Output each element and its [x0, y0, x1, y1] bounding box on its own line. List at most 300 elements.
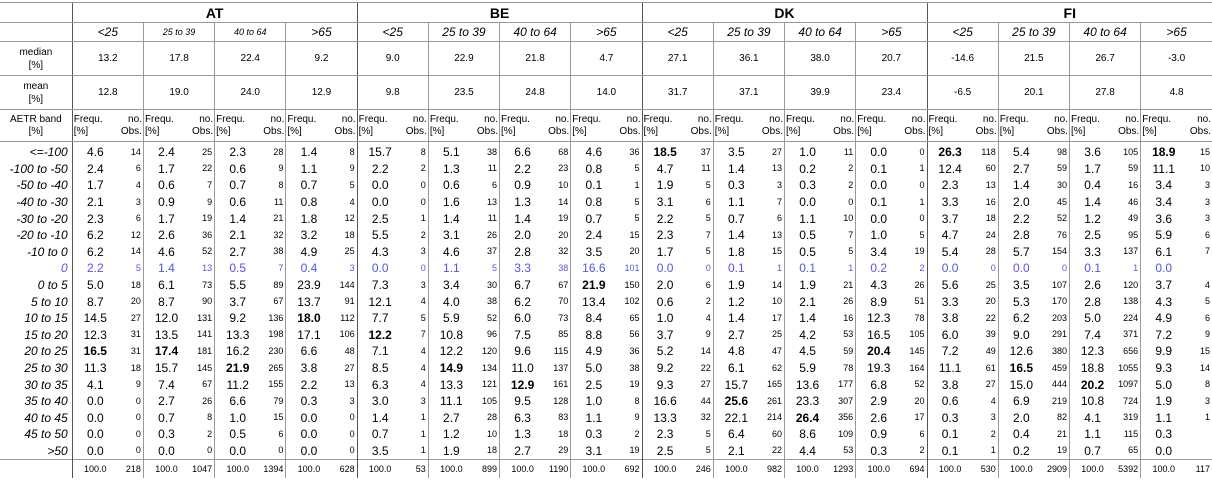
obs-value: 3	[990, 412, 996, 423]
table-row	[0, 194, 1212, 211]
obs-value: 137	[1123, 246, 1139, 257]
obs-value: 0	[278, 445, 284, 456]
freq-value	[286, 210, 332, 227]
obs-value: 307	[838, 395, 854, 406]
freq-value-text: 17.4	[154, 344, 179, 359]
freq-value	[856, 376, 902, 393]
obs-value: 101	[624, 262, 640, 273]
age-group-header: >65	[1141, 23, 1212, 42]
freq-value-text: 4.1	[86, 377, 104, 392]
freq-value-text: 13.4	[582, 294, 606, 309]
freq-value-text: 0.1	[941, 443, 959, 458]
band-label: 15 to 20	[24, 327, 68, 342]
mean-value: 23.5	[428, 76, 499, 110]
freq-value-text: 10.8	[1080, 394, 1105, 409]
freq-value	[1141, 310, 1187, 327]
freq-value	[428, 142, 474, 161]
obs-value: 25	[771, 329, 782, 340]
freq-value-text: 1.8	[300, 211, 318, 226]
freq-value-text: 3.8	[941, 311, 959, 326]
mean-row	[0, 76, 1212, 110]
no-header: no.	[341, 113, 356, 125]
obs-value: 9	[135, 379, 141, 390]
obs-header: Obs.	[1046, 125, 1068, 137]
obs-value: 7	[278, 262, 284, 273]
freq-value-text: 17.1	[297, 327, 321, 342]
freq-obs-header	[642, 110, 713, 142]
band-label: <=-100	[29, 145, 68, 160]
obs-value: 44	[700, 395, 711, 406]
obs-value: 1	[420, 412, 426, 423]
obs-value: 61	[985, 362, 996, 373]
freq-value-text: 3.4	[1155, 195, 1173, 210]
freq-value	[998, 210, 1044, 227]
obs-value: 20	[914, 395, 925, 406]
freq-value-text: 0.0	[86, 410, 104, 425]
freq-unit-header: [%]	[358, 125, 374, 137]
total-freq: 100.0	[713, 460, 759, 479]
obs-header: Obs.	[192, 125, 214, 137]
band-label: 20 to 25	[24, 344, 68, 359]
freq-value	[286, 244, 332, 261]
freq-value	[856, 210, 902, 227]
freq-value-text: 3.8	[941, 377, 959, 392]
freq-value	[215, 293, 261, 310]
totals-row	[0, 460, 1212, 479]
obs-value: 14	[130, 146, 141, 157]
table-row	[0, 426, 1212, 443]
freq-value-text: 2.3	[86, 211, 104, 226]
freq-value-text: 2.2	[300, 377, 318, 392]
freq-value-text: 6.1	[158, 278, 175, 293]
freq-value-text: 3.3	[941, 195, 959, 210]
obs-value: 67	[202, 379, 213, 390]
obs-value: 1	[1133, 262, 1139, 273]
freq-header: Frequ.	[73, 113, 103, 125]
obs-value: 4	[420, 345, 426, 356]
freq-value	[72, 376, 118, 393]
total-freq: 100.0	[1141, 460, 1187, 479]
total-freq: 100.0	[428, 460, 474, 479]
freq-value	[571, 343, 617, 360]
freq-value-text: 3.5	[727, 145, 745, 160]
freq-value	[286, 260, 332, 277]
obs-value: 52	[487, 312, 498, 323]
obs-value: 39	[985, 329, 996, 340]
obs-value: 31	[130, 345, 141, 356]
obs-value: 27	[985, 379, 996, 390]
no-header: no.	[697, 113, 712, 125]
obs-value: 656	[1123, 345, 1139, 356]
freq-value-text: 18.8	[1080, 361, 1105, 376]
obs-value: 128	[553, 395, 569, 406]
freq-value-text: 15.7	[724, 377, 749, 392]
obs-value: 265	[268, 362, 284, 373]
freq-value-text: 1.3	[443, 161, 460, 176]
freq-value	[357, 227, 403, 244]
mean-value: 12.9	[286, 76, 357, 110]
freq-value	[72, 194, 118, 211]
no-header: no.	[199, 113, 214, 125]
obs-value: 79	[273, 395, 284, 406]
obs-value: 5	[705, 246, 711, 257]
freq-value	[856, 277, 902, 294]
freq-value	[428, 360, 474, 377]
freq-value-text: 6.2	[1012, 311, 1030, 326]
band-label: 35 to 40	[24, 394, 68, 409]
mean-value: 20.1	[998, 76, 1069, 110]
freq-value-text: 0.6	[443, 178, 460, 193]
freq-value	[428, 277, 474, 294]
freq-value-text: 1.0	[870, 228, 888, 243]
freq-obs-header	[1141, 110, 1212, 142]
freq-value-text: 0.7	[158, 410, 175, 425]
obs-value: 9	[278, 163, 284, 174]
freq-value	[286, 310, 332, 327]
age-group-header: 40 to 64	[1069, 23, 1140, 42]
freq-value	[357, 343, 403, 360]
freq-value-text: 16.6	[653, 394, 677, 409]
freq-header: Frequ.	[572, 113, 602, 125]
obs-value: 53	[843, 329, 854, 340]
obs-value: 109	[838, 428, 854, 439]
freq-value	[72, 161, 118, 178]
freq-value-text: 2.1	[727, 443, 745, 458]
obs-value: 5	[135, 262, 141, 273]
freq-value	[428, 327, 474, 344]
mean-value: 12.8	[72, 76, 143, 110]
freq-value-text: 1.7	[158, 161, 175, 176]
freq-value	[286, 194, 332, 211]
freq-value-text: 5.9	[1155, 228, 1173, 243]
table-row	[0, 210, 1212, 227]
freq-value-text: 0.7	[371, 427, 389, 442]
median-value: 17.8	[143, 42, 214, 76]
freq-value-text: 2.1	[86, 195, 104, 210]
obs-value: 9	[207, 196, 213, 207]
freq-value	[1069, 376, 1115, 393]
freq-value	[642, 194, 688, 211]
freq-value-text: 2.0	[514, 228, 531, 243]
freq-value-text: 11.2	[226, 377, 249, 392]
obs-value: 112	[340, 312, 355, 323]
freq-value-text: 6.4	[727, 427, 745, 442]
freq-value	[642, 244, 688, 261]
freq-value	[357, 410, 403, 427]
obs-value: 6	[705, 279, 711, 290]
freq-value-text: 23.3	[795, 394, 820, 409]
freq-value	[428, 293, 474, 310]
freq-value	[642, 426, 688, 443]
obs-value: 10	[843, 213, 854, 224]
freq-value-text: 4.3	[371, 244, 389, 259]
obs-header: Obs.	[1189, 125, 1211, 137]
freq-value	[428, 376, 474, 393]
freq-value-text: 0.1	[870, 161, 888, 176]
freq-value	[998, 410, 1044, 427]
total-obs: 530	[973, 460, 999, 479]
no-header: no.	[1197, 113, 1211, 125]
obs-value: 65	[629, 312, 640, 323]
obs-value: 52	[1056, 213, 1067, 224]
freq-value	[500, 327, 546, 344]
freq-value	[998, 161, 1044, 178]
freq-value-text: 4.5	[799, 344, 816, 359]
obs-value: 2	[207, 428, 213, 439]
age-group-header: 25 to 39	[713, 23, 784, 42]
freq-value	[1141, 244, 1187, 261]
freq-value	[927, 293, 973, 310]
obs-value: 4	[349, 196, 355, 207]
freq-value-text: 2.4	[585, 228, 603, 243]
obs-value: 6	[492, 179, 498, 190]
obs-value: 18	[344, 229, 355, 240]
freq-value-text: 2.4	[158, 145, 175, 160]
freq-value	[1069, 177, 1115, 194]
age-group-header: 40 to 64	[215, 23, 286, 42]
freq-value-text: 3.5	[585, 244, 603, 259]
freq-value	[856, 410, 902, 427]
total-obs: 899	[474, 460, 500, 479]
obs-value: 36	[629, 146, 640, 157]
freq-value-text: 6.3	[371, 377, 389, 392]
obs-value: 1	[1204, 412, 1210, 423]
freq-value	[500, 244, 546, 261]
obs-value: 10	[487, 428, 498, 439]
freq-value	[143, 360, 189, 377]
obs-header: Obs.	[761, 125, 783, 137]
freq-value-text: 0.0	[158, 443, 175, 458]
freq-value-text: 8.5	[371, 361, 389, 376]
freq-value-text: 0.9	[158, 195, 175, 210]
freq-value	[998, 343, 1044, 360]
total-obs: 1293	[830, 460, 856, 479]
freq-value	[784, 426, 830, 443]
median-value: 4.7	[571, 42, 642, 76]
obs-value: 37	[487, 246, 498, 257]
freq-value-text: 20.2	[1080, 377, 1105, 392]
freq-value	[428, 310, 474, 327]
obs-value: 2	[420, 163, 426, 174]
freq-value-text: 0.1	[870, 195, 888, 210]
freq-value-text: 16.6	[582, 261, 606, 276]
no-header: no.	[555, 113, 570, 125]
freq-value-text: 3.8	[300, 361, 318, 376]
age-group-header: 40 to 64	[500, 23, 571, 42]
freq-value-text: 4.7	[656, 161, 674, 176]
median-value: 21.5	[998, 42, 1069, 76]
freq-value	[998, 244, 1044, 261]
freq-value	[72, 410, 118, 427]
freq-value-text: 2.7	[158, 394, 175, 409]
freq-header: Frequ.	[429, 113, 459, 125]
no-header: no.	[484, 113, 499, 125]
obs-value: 2	[919, 445, 925, 456]
freq-value	[215, 393, 261, 410]
freq-value-text: 2.0	[1012, 410, 1030, 425]
obs-value: 59	[843, 345, 854, 356]
freq-value	[927, 393, 973, 410]
freq-value	[784, 260, 830, 277]
freq-value-text: 23.9	[297, 278, 321, 293]
obs-value: 106	[339, 329, 355, 340]
obs-value: 6	[1204, 229, 1210, 240]
no-header: no.	[911, 113, 926, 125]
freq-value-text: 13.3	[226, 327, 250, 342]
obs-value: 4	[135, 179, 141, 190]
obs-value: 21	[273, 213, 284, 224]
obs-value: 38	[558, 262, 569, 273]
freq-value	[1069, 393, 1115, 410]
aetr-band-label-line: AETR band	[10, 113, 62, 125]
freq-value-text: 4.9	[1155, 311, 1173, 326]
obs-value: 5	[705, 213, 711, 224]
freq-value-text: 6.6	[229, 394, 247, 409]
obs-value: 59	[1056, 163, 1067, 174]
freq-value	[998, 293, 1044, 310]
freq-value	[998, 194, 1044, 211]
freq-value-text: 1.4	[443, 211, 460, 226]
freq-value-text: 16.5	[1009, 361, 1033, 376]
obs-value: 5	[492, 262, 498, 273]
obs-value: 219	[1051, 395, 1067, 406]
obs-value: 3	[135, 196, 141, 207]
table-row	[0, 310, 1212, 327]
obs-value: 68	[558, 146, 569, 157]
freq-value	[998, 142, 1044, 161]
freq-value	[500, 376, 546, 393]
obs-value: 13	[771, 229, 782, 240]
obs-value: 6	[919, 428, 925, 439]
freq-value-text: 1.1	[300, 161, 318, 176]
freq-obs-header	[784, 110, 855, 142]
total-obs: 692	[616, 460, 642, 479]
obs-value: 121	[482, 379, 498, 390]
obs-value: 56	[629, 329, 640, 340]
obs-value: 9	[349, 163, 355, 174]
freq-value-text: 9.0	[1012, 327, 1030, 342]
freq-value	[286, 376, 332, 393]
freq-value-text: 5.0	[1155, 377, 1173, 392]
freq-value-text: 0.2	[799, 161, 816, 176]
freq-value-text: 18.0	[297, 311, 321, 326]
band-label: -40 to -30	[16, 195, 68, 210]
age-group-header: >65	[856, 23, 927, 42]
freq-value-text: 7.7	[371, 311, 389, 326]
freq-value	[1141, 161, 1187, 178]
mean-value: 9.8	[357, 76, 428, 110]
freq-value	[1069, 343, 1115, 360]
obs-value: 27	[344, 362, 355, 373]
obs-header: Obs.	[120, 125, 142, 137]
freq-value	[784, 327, 830, 344]
obs-value: 3	[1204, 196, 1210, 207]
freq-value	[713, 260, 759, 277]
freq-value	[1141, 443, 1187, 460]
freq-obs-header	[571, 110, 642, 142]
freq-value	[571, 293, 617, 310]
obs-header: Obs.	[833, 125, 855, 137]
freq-value-text: 3.5	[1012, 278, 1030, 293]
age-group-header: <25	[642, 23, 713, 42]
freq-value	[571, 244, 617, 261]
freq-value-text: 8.9	[870, 294, 888, 309]
freq-value	[286, 443, 332, 460]
freq-unit-header: [%]	[643, 125, 658, 137]
freq-value	[286, 393, 332, 410]
freq-value-text: 4.2	[799, 327, 816, 342]
freq-value-text: 7.5	[514, 327, 531, 342]
obs-value: 36	[629, 345, 640, 356]
freq-value-text: 1.3	[514, 427, 531, 442]
freq-value-text: 13.6	[795, 377, 820, 392]
freq-unit-header: [%]	[501, 125, 516, 137]
freq-value-text: 0.0	[1155, 443, 1173, 458]
freq-value	[998, 327, 1044, 344]
obs-value: 0	[848, 196, 854, 207]
obs-value: 137	[553, 362, 569, 373]
obs-value	[1186, 260, 1212, 277]
obs-value: 8	[420, 146, 426, 157]
freq-value-text: 0.0	[86, 394, 104, 409]
obs-value: 1	[776, 262, 782, 273]
freq-value	[998, 177, 1044, 194]
freq-value-text: 1.4	[371, 410, 389, 425]
freq-value	[856, 260, 902, 277]
freq-value-text: 12.1	[368, 294, 392, 309]
freq-value	[215, 327, 261, 344]
freq-value	[286, 293, 332, 310]
freq-value	[500, 177, 546, 194]
freq-value	[713, 327, 759, 344]
mean-label-line: mean	[23, 80, 49, 92]
total-freq: 100.0	[571, 460, 617, 479]
freq-value	[856, 393, 902, 410]
freq-value	[500, 293, 546, 310]
obs-value: 145	[197, 362, 213, 373]
freq-value-text: 4.6	[86, 145, 104, 160]
freq-value-text: 2.6	[1084, 278, 1101, 293]
obs-value: 6	[135, 163, 141, 174]
obs-value: 67	[273, 296, 284, 307]
freq-value	[215, 227, 261, 244]
freq-value-text: 4.6	[585, 145, 603, 160]
obs-header: Obs.	[476, 125, 499, 137]
total-obs: 1047	[189, 460, 215, 479]
obs-value: 21	[1056, 428, 1067, 439]
freq-value	[713, 210, 759, 227]
freq-value-text: 3.2	[300, 228, 318, 243]
freq-value-text: 7.4	[158, 377, 175, 392]
aetr-band-label	[0, 110, 72, 142]
obs-value: 38	[487, 146, 498, 157]
obs-value: 198	[268, 329, 284, 340]
freq-value	[713, 426, 759, 443]
freq-value	[998, 310, 1044, 327]
freq-value-text: 0.0	[870, 145, 888, 160]
freq-value	[1069, 161, 1115, 178]
obs-value: 131	[197, 312, 213, 323]
no-header: no.	[1054, 113, 1068, 125]
obs-value: 6	[1204, 312, 1210, 323]
freq-value-text: 3.4	[870, 244, 888, 259]
freq-value-text: 0.2	[870, 261, 888, 276]
obs-value: 82	[1056, 412, 1067, 423]
freq-value	[784, 210, 830, 227]
freq-value	[1069, 277, 1115, 294]
freq-value-text: 0.6	[229, 161, 247, 176]
freq-value	[927, 142, 973, 161]
